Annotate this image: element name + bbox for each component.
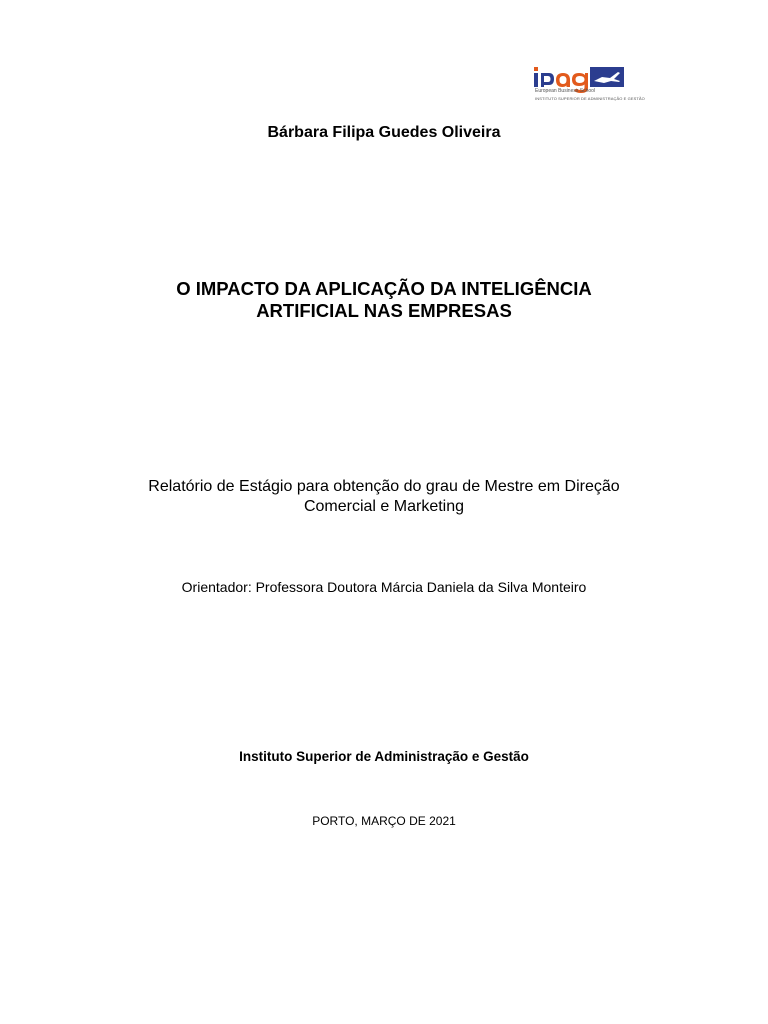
title-line-2: ARTIFICIAL NAS EMPRESAS <box>256 300 512 321</box>
logo-letter-p <box>541 73 554 87</box>
subtitle-line-2: Comercial e Marketing <box>303 498 465 515</box>
logo-badge <box>590 67 624 87</box>
logo-tagline: European Business School <box>535 88 596 94</box>
place-date: PORTO, MARÇO DE 2021 <box>312 814 456 828</box>
institute-name: Instituto Superior de Administração e Gestão <box>239 749 529 764</box>
institution-logo <box>532 64 645 108</box>
logo-letter-a <box>556 73 570 87</box>
degree-description <box>0 477 768 517</box>
author-name: Bárbara Filipa Guedes Oliveira <box>267 124 501 141</box>
logo-letter-i <box>534 73 538 87</box>
advisor-line: Orientador: Professora Doutora Márcia Daniela da Silva Monteiro <box>181 579 587 595</box>
logo-institution-caption: INSTITUTO SUPERIOR DE ADMINISTRAÇÃO E GESTÃO <box>535 96 645 101</box>
document-title <box>0 278 768 322</box>
logo-i-dot <box>534 67 538 71</box>
title-line-1: O IMPACTO DA APLICAÇÃO DA INTELIGÊNCIA <box>176 278 592 299</box>
subtitle-line-1: Relatório de Estágio para obtenção do grau de Mestre em Direção <box>148 478 620 495</box>
